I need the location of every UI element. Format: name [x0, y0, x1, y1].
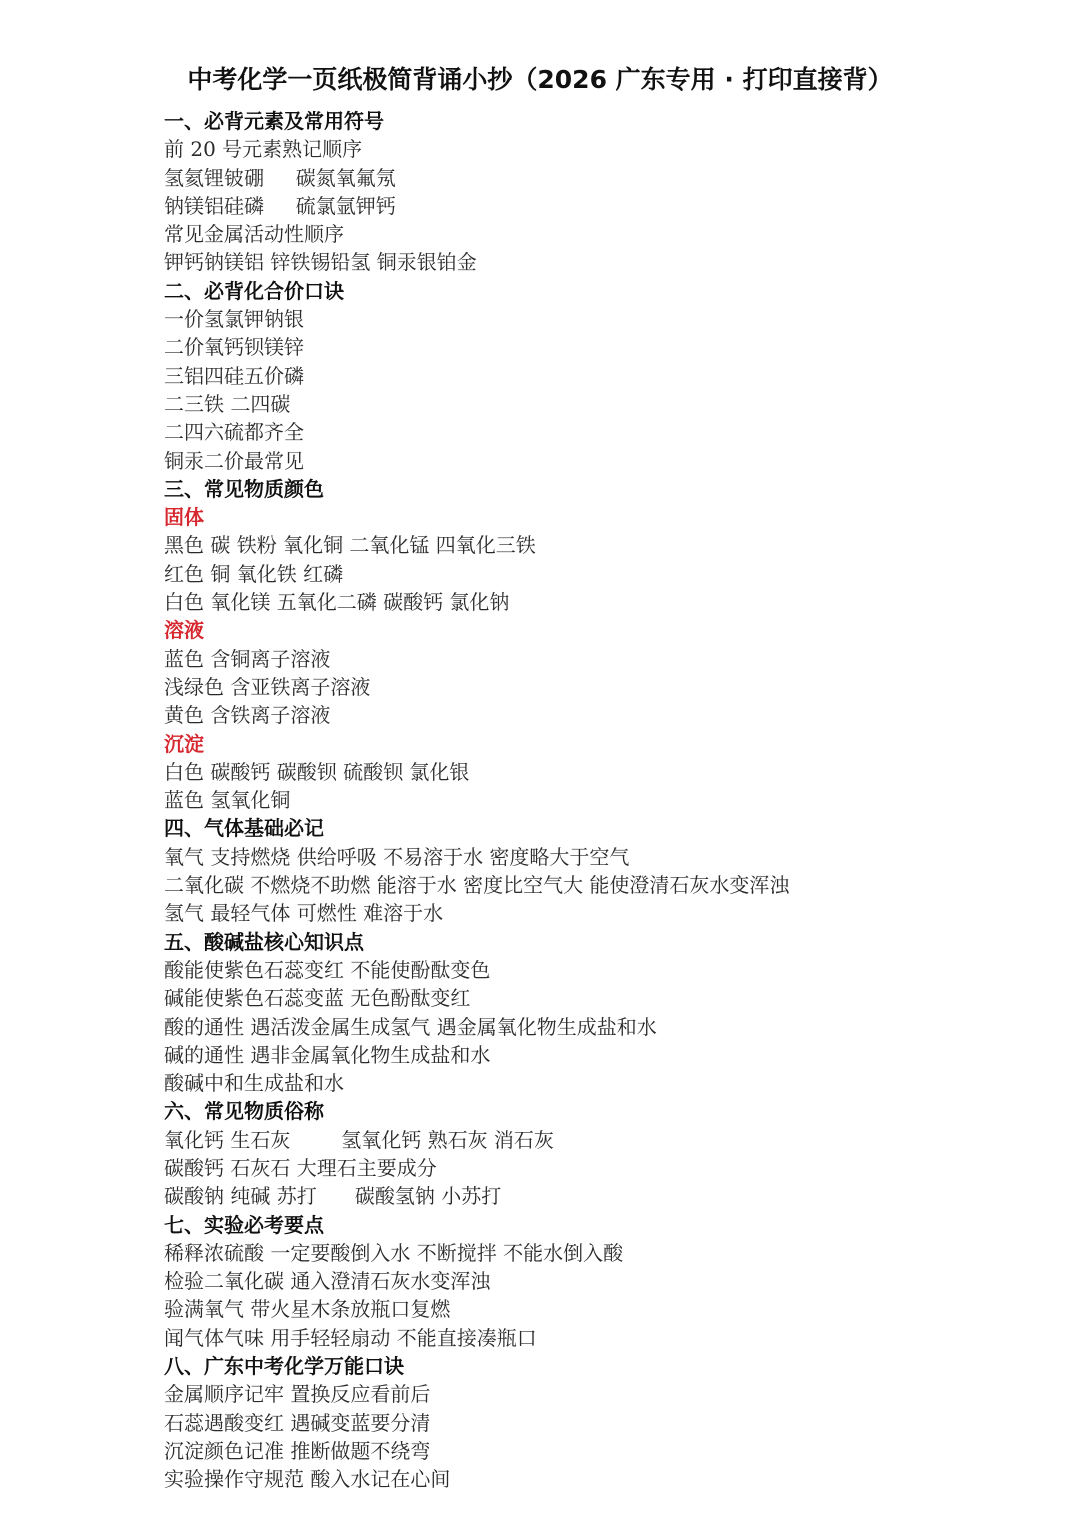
subsection-label: 沉淀	[164, 731, 204, 756]
text-line: 酸碱中和生成盐和水	[164, 1071, 344, 1096]
text-line: 酸的通性 遇活泼金属生成氢气 遇金属氧化物生成盐和水	[164, 1014, 657, 1039]
text-line: 氧化钙 生石灰 氢氧化钙 熟石灰 消石灰	[164, 1127, 554, 1152]
text-line: 氢氦锂铍硼 碳氮氧氟氖	[164, 165, 396, 190]
text-line: 常见金属活动性顺序	[164, 222, 344, 247]
page-title: 中考化学一页纸极简背诵小抄（2026 广东专用 · 打印直接背）	[187, 65, 893, 94]
text-line: 铜汞二价最常见	[164, 448, 304, 473]
section-heading: 二、必背化合价口诀	[164, 278, 344, 303]
text-line: 验满氧气 带火星木条放瓶口复燃	[164, 1297, 451, 1322]
text-line: 蓝色 含铜离子溶液	[164, 646, 331, 671]
section-heading: 一、必背元素及常用符号	[164, 109, 384, 133]
text-line: 检验二氧化碳 通入澄清石灰水变浑浊	[164, 1269, 491, 1294]
text-line: 白色 碳酸钙 碳酸钡 硫酸钡 氯化银	[164, 759, 470, 784]
text-line: 氢气 最轻气体 可燃性 难溶于水	[164, 901, 444, 926]
text-line: 碳酸钠 纯碱 苏打 碳酸氢钠 小苏打	[164, 1184, 502, 1209]
text-line: 石蕊遇酸变红 遇碱变蓝要分清	[164, 1410, 431, 1435]
text-line: 浅绿色 含亚铁离子溶液	[164, 674, 371, 699]
text-line: 白色 氧化镁 五氧化二磷 碳酸钙 氯化钠	[164, 590, 510, 615]
section-heading: 五、酸碱盐核心知识点	[164, 929, 364, 954]
text-line: 蓝色 氢氧化铜	[164, 788, 291, 813]
text-line: 金属顺序记牢 置换反应看前后	[164, 1382, 431, 1407]
text-line: 氧气 支持燃烧 供给呼吸 不易溶于水 密度略大于空气	[164, 844, 630, 869]
subsection-label: 溶液	[164, 618, 204, 643]
text-line: 黑色 碳 铁粉 氧化铜 二氧化锰 四氧化三铁	[164, 533, 536, 558]
text-line: 钠镁铝硅磷 硫氯氩钾钙	[164, 193, 396, 218]
text-line: 闻气体气味 用手轻轻扇动 不能直接凑瓶口	[164, 1325, 537, 1350]
text-line: 三铝四硅五价磷	[164, 363, 304, 388]
text-line: 二价氧钙钡镁锌	[164, 335, 304, 360]
text-line: 酸能使紫色石蕊变红 不能使酚酞变色	[164, 957, 491, 982]
text-line: 一价氢氯钾钠银	[164, 307, 304, 332]
subsection-label: 固体	[164, 505, 204, 530]
section-heading: 八、广东中考化学万能口诀	[164, 1354, 404, 1379]
text-line: 沉淀颜色记准 推断做题不绕弯	[164, 1438, 431, 1463]
text-line: 红色 铜 氧化铁 红磷	[164, 561, 344, 586]
section-heading: 四、气体基础必记	[164, 816, 324, 841]
text-line: 碱能使紫色石蕊变蓝 无色酚酞变红	[164, 986, 471, 1011]
section-heading: 六、常见物质俗称	[164, 1099, 324, 1124]
section-heading: 七、实验必考要点	[164, 1212, 324, 1237]
text-line: 碱的通性 遇非金属氧化物生成盐和水	[164, 1042, 491, 1067]
text-line: 二三铁 二四碳	[164, 391, 291, 416]
text-line: 二四六硫都齐全	[164, 420, 304, 445]
text-line: 碳酸钙 石灰石 大理石主要成分	[164, 1155, 437, 1180]
text-line: 实验操作守规范 酸入水记在心间	[164, 1467, 451, 1492]
section-heading: 三、常见物质颜色	[164, 476, 324, 501]
document-body	[164, 107, 1044, 1494]
text-line: 黄色 含铁离子溶液	[164, 703, 331, 728]
text-line: 前 20 号元素熟记顺序	[164, 137, 363, 162]
text-line: 钾钙钠镁铝 锌铁锡铅氢 铜汞银铂金	[164, 250, 477, 275]
text-line: 稀释浓硫酸 一定要酸倒入水 不断搅拌 不能水倒入酸	[164, 1240, 624, 1265]
text-line: 二氧化碳 不燃烧不助燃 能溶于水 密度比空气大 能使澄清石灰水变浑浊	[164, 873, 790, 898]
